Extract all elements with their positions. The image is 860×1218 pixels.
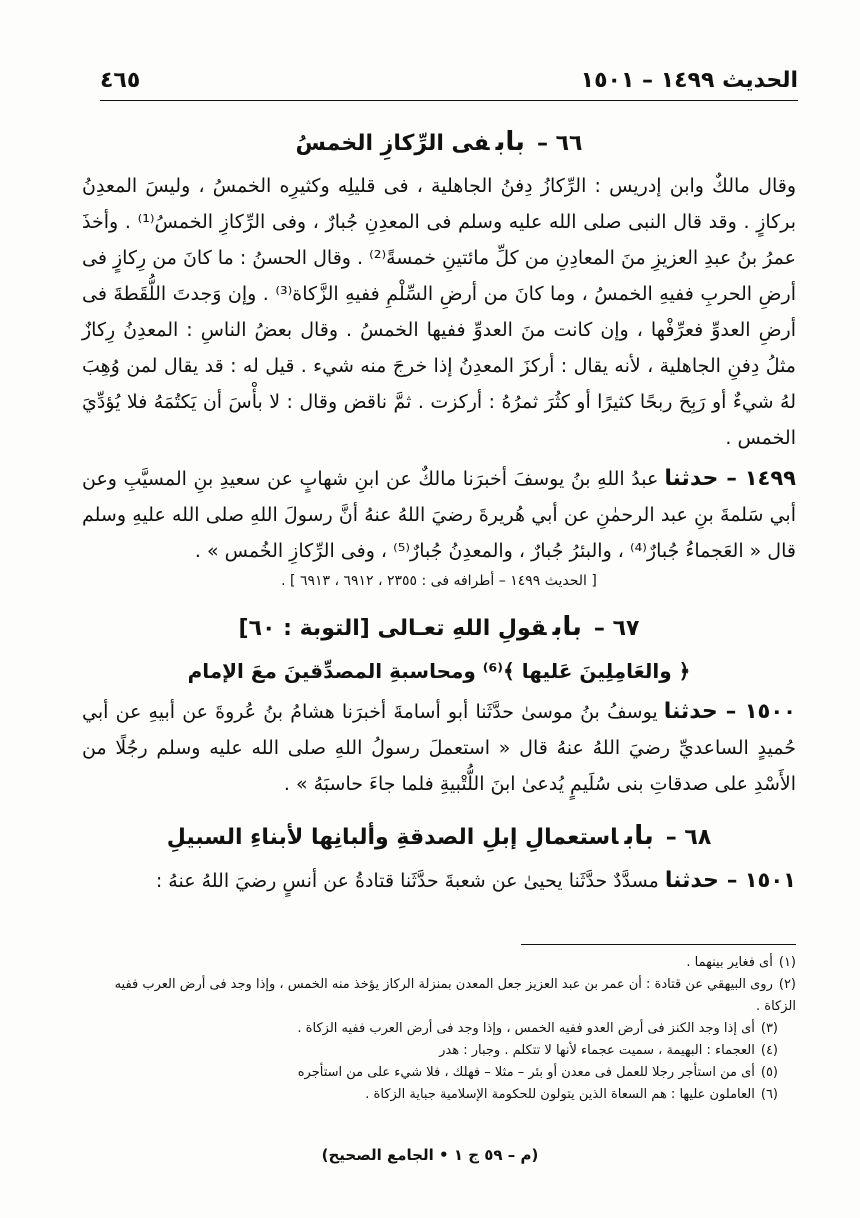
- hadith-text: عبدُ اللهِ بنُ يوسفَ أخبرَنا مالكٌ عن ابنِ شهابٍ عن سعيدِ بنِ المسيَّبِ وعن أبي سَلمةَ بنِ عبد الرحمٰنِ عن أبي هُريرةَ رضيَ اللهُ عنهُ أنَّ رسولَ اللهِ صلى الله عليهِ وسلم قال « العَجماءُ جُبارٌ⁽⁴⁾ ، والبئرُ جُبارٌ ، والمعدِنُ جُبارٌ⁽⁵⁾ ، وفى الرِّكازِ الخُمس » .: [82, 468, 796, 562]
- bab-66-heading: [82, 122, 796, 164]
- page-header: [100, 62, 798, 98]
- footnote-number: (٦): [760, 1087, 778, 1102]
- footnote-number: (٣): [760, 1021, 778, 1036]
- running-title: الحديث ١٤٩٩ – ١٥٠١: [580, 68, 798, 93]
- hadith-number: ١٤٩٩ –: [726, 466, 797, 490]
- footnote-text: أى من استأجر رجلا للعمل فى معدن أو بئر – مثلا – فهلك ، فلا شيء على من استأجره: [297, 1065, 755, 1080]
- hadith-text: يوسفُ بنُ موسىٰ حدَّثَنا أبو أسامةَ أخبرَنا هشامُ بنُ عُروةَ عن أبيهِ عن أبي حُميدٍ الساعديِّ رضيَ اللهُ عنهُ قال « استعملَ رسولُ اللهِ صلى الله عليه وسلم رجُلًا من الأَسْدِ على صدقاتِ بنى سُلَيمٍ يُدعىٰ ابنَ اللُّتْبيةِ فلما جاءَ حاسبَهُ » .: [82, 701, 796, 795]
- footnote-text: أى إذا وجد الكنز فى أرض العدو ففيه الخمس ، وإذا وجد فى أرض العرب ففيه الزكاة .: [297, 1021, 755, 1036]
- hadith-number: ١٥٠١ –: [726, 868, 796, 892]
- footnote-3: [82, 1018, 796, 1040]
- bab-number: ٦٨ –: [665, 825, 712, 850]
- footnote-number: (١): [778, 955, 796, 970]
- footnote-number: (٥): [760, 1065, 778, 1080]
- bab-number: ٦٦ –: [536, 131, 583, 156]
- footnote-rule: [521, 944, 796, 945]
- bab-word: باب: [495, 127, 525, 157]
- bab-title: استعمالِ إبلِ الصدقةِ وألبانِها لأبناءِ السبيلِ: [166, 825, 619, 850]
- header-rule: [100, 100, 798, 101]
- bab-title: فى الرِّكازِ الخمسُ: [295, 131, 490, 156]
- footnote-text: العجماء : البهيمة ، سميت عجماء لأنها لا تتكلم . وجبار : هدر: [439, 1043, 755, 1058]
- footnote-5: [82, 1062, 796, 1084]
- bab-67-heading: [82, 607, 796, 649]
- footnote-text: أى فغاير بينهما .: [686, 955, 773, 970]
- hadith-1501: [82, 862, 796, 899]
- intro-paragraph: وقال مالكٌ وابن إدريس : الرِّكازُ دِفنُ الجاهلية ، فى قليلِه وكثيرِه الخمسُ ، وليسَ المعدِنُ بركازٍ . وقد قال النبى صلى الله عليه وسلم فى المعدِنِ جُبارٌ ، وفى الرِّكازِ الخمسُ⁽¹⁾ . وأخذَ عمرُ بنُ عبدِ العزيزِ منَ المعادِنِ من كلِّ مائتينِ خمسةً⁽²⁾ . وقال الحسنُ : ما كانَ من رِكازٍ فى أرضِ الحربِ ففيهِ الخمسُ ، وما كانَ من أرضِ السِّلْمِ ففيهِ الزَّكاة⁽³⁾ . وإن وَجدتَ اللُّقَطةَ فى أرضِ العدوِّ فعرِّفْها ، وإن كانت منَ العدوِّ ففيها الخمسُ . وقال بعضُ الناسِ : المعدِنُ رِكازٌ مثلُ دِفنِ الجاهلية ، لأنه يقال : أركزَ المعدِنُ إذا خرجَ منه شيء . قيل له : قد يقال لمن وُهِبَ لهُ شيءٌ أو رَبِحَ ربحًا كثيرًا أو كثُرَ ثمرُهُ : أركزت . ثمَّ ناقض وقال : لا بأْسَ أن يَكتُمَهُ فلا يُؤدِّيَ الخمس .: [82, 175, 796, 449]
- footnote-1: [82, 952, 796, 974]
- footnote-text: روى البيهقي عن قتادة : أن عمر بن عبد العزيز جعل المعدن بمنزلة الركاز يؤخذ منه الخمس ، وإذا وجد فى أرض العرب ففيه الزكاة .: [114, 977, 796, 1014]
- footnote-2: [82, 974, 796, 1018]
- bab-word: باب: [624, 821, 654, 851]
- footnote-number: (٤): [760, 1043, 778, 1058]
- haddathana-word: حدثنا: [663, 699, 718, 724]
- main-text: [82, 108, 796, 899]
- footnote-4: [82, 1040, 796, 1062]
- footnote-number: (٢): [778, 977, 796, 992]
- hadith-1500: [82, 693, 796, 802]
- bab-68-heading: [82, 816, 796, 858]
- signature-mark: (م – ٥٩ ج ١ • الجامع الصحيح): [321, 1146, 539, 1164]
- hadith-number: ١٥٠٠ –: [725, 699, 796, 723]
- bab-67-subtitle: ﴿ والعَامِلِينَ عَليها ﴾⁽⁶⁾ ومحاسبةِ المصدِّقينَ معَ الإمام: [187, 659, 691, 683]
- hadith-1499: [82, 460, 796, 569]
- haddathana-word: حدثنا: [664, 868, 719, 893]
- bab-word: باب: [552, 612, 582, 642]
- footnotes: [82, 952, 796, 1106]
- hadith-text: مسدَّدٌ حدَّثَنا يحيىٰ عن شعبةَ حدَّثَنا قتادةُ عن أنسٍ رضيَ اللهُ عنهُ :: [155, 870, 659, 892]
- page-number: ٤٦٥: [100, 68, 141, 93]
- bab-title: قولِ اللهِ تعـالى [التوبة : ٦٠]: [238, 616, 547, 641]
- footnote-6: [82, 1084, 796, 1106]
- footnote-text: العاملون عليها : هم السعاة الذين يتولون للحكومة الإسلامية جباية الزكاة .: [365, 1087, 755, 1102]
- bab-number: ٦٧ –: [593, 616, 640, 641]
- hadith-atraf: [ الحديث ١٤٩٩ – أطرافه فى : ٢٣٥٥ ، ٦٩١٢ ، ٦٩١٣ ] .: [281, 573, 597, 589]
- haddathana-word: حدثنا: [664, 466, 719, 491]
